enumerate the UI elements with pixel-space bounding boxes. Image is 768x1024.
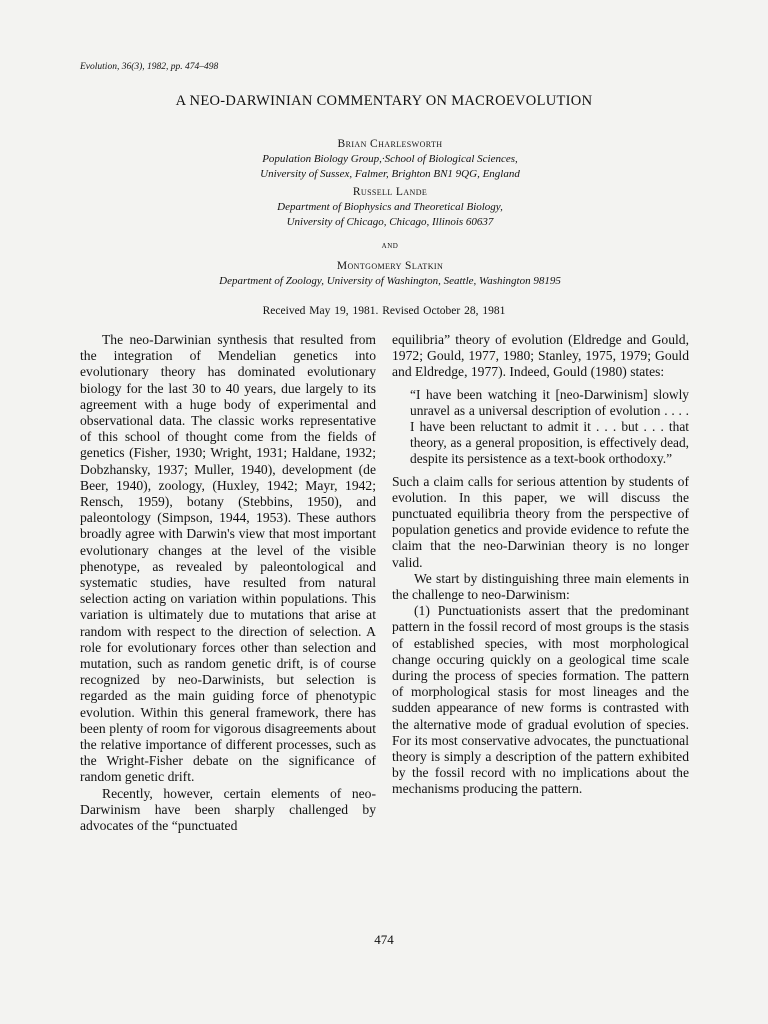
author-affiliation: Population Biology Group,·School of Biological Sciences,: [262, 153, 518, 165]
received-dates: Received May 19, 1981. Revised October 28, 1981: [262, 305, 506, 317]
author-affiliation: Department of Biophysics and Theoretical Biology,: [277, 201, 503, 213]
body-paragraph: Such a claim calls for serious attention by students of evolution. In this paper, we will discuss the punctuated equilibria theory from the perspective of population genetics and provide evidence to refute the claim that the neo-Darwinian theory is no longer valid.: [392, 473, 689, 570]
right-column: [392, 332, 689, 798]
body-paragraph: We start by distinguishing three main elements in the challenge to neo-Darwinism:: [392, 570, 689, 603]
author-block-1: [60, 137, 720, 182]
author-name: Montgomery Slatkin: [336, 260, 444, 272]
author-name: Russell Lande: [352, 186, 428, 198]
article-title: A NEO-DARWINIAN COMMENTARY ON MACROEVOLUTION: [175, 93, 593, 109]
author-block-2: [60, 185, 720, 230]
body-paragraph: equilibria” theory of evolution (Eldredge and Gould, 1972; Gould, 1977, 1980; Stanley, 1975, 1979; Gould and Eldredge, 1977). Indeed, Gould (1980) states:: [392, 332, 689, 380]
body-paragraph: (1) Punctuationists assert that the predominant pattern in the fossil record of most groups is the stasis of established species, with most morphological change occuring quickly on a geological time scale during the process of species formation. The pattern of morphological stasis for most lineages and the sudden appearance of new forms is contrasted with the alternative mode of gradual evolution of species. For its most conservative advocates, the punctuational theory is simply a description of the pattern exhibited by the fossil record with no implications about the mechanisms producing the pattern.: [392, 603, 689, 797]
journal-citation: Evolution, 36(3), 1982, pp. 474–498: [80, 62, 219, 72]
author-name: Brian Charlesworth: [337, 138, 443, 150]
author-affiliation: Department of Zoology, University of Washington, Seattle, Washington 98195: [219, 275, 561, 287]
author-affiliation: University of Sussex, Falmer, Brighton BN1 9QG, England: [260, 168, 520, 180]
block-quote: “I have been watching it [neo-Darwinism] slowly unravel as a universal description of evolution . . . . I have been reluctant to admit it . . . but . . . that theory, as a general proposition, is effectively dead, despite its persistence as a text-book orthodoxy.”: [410, 386, 689, 467]
left-column: [80, 332, 376, 834]
author-block-3: [60, 259, 720, 289]
body-paragraph: The neo-Darwinian synthesis that resulted from the integration of Mendelian genetics into evolutionary theory has dominated evolutionary biology for the last 30 to 40 years, due largely to its agreement with a huge body of experimental and observational data. The classic works representative of this school of thought come from the fields of genetics (Fisher, 1930; Wright, 1931; Haldane, 1932; Dobzhansky, 1937; Muller, 1940), development (de Beer, 1940), zoology, (Huxley, 1942; Mayr, 1942; Rensch, 1959), botany (Stebbins, 1950), and paleontology (Simpson, 1944, 1953). These authors broadly agree with Darwin's view that most important evolutionary changes at the level of the visible phenotype, as revealed by paleontological and systematic studies, have resulted from natural selection acting on variation within populations. This variation is ultimately due to mutations that arise at random with respect to the direction of selection. A role for evolutionary forces other than selection and mutation, such as random genetic drift, is of course recognized by neo-Darwinists, but selection is regarded as the main guiding force of phenotypic evolution. Within this general framework, there has been plenty of room for vigorous disagreements about the relative importance of different processes, such as the Wright-Fisher debate on the significance of random genetic drift.: [80, 332, 376, 785]
author-affiliation: University of Chicago, Chicago, Illinois 60637: [286, 216, 494, 228]
author-conjunction: and: [381, 240, 399, 251]
page-number: 474: [374, 932, 394, 947]
body-paragraph: Recently, however, certain elements of neo-Darwinism have been sharply challenged by advocates of the “punctuated: [80, 785, 376, 834]
